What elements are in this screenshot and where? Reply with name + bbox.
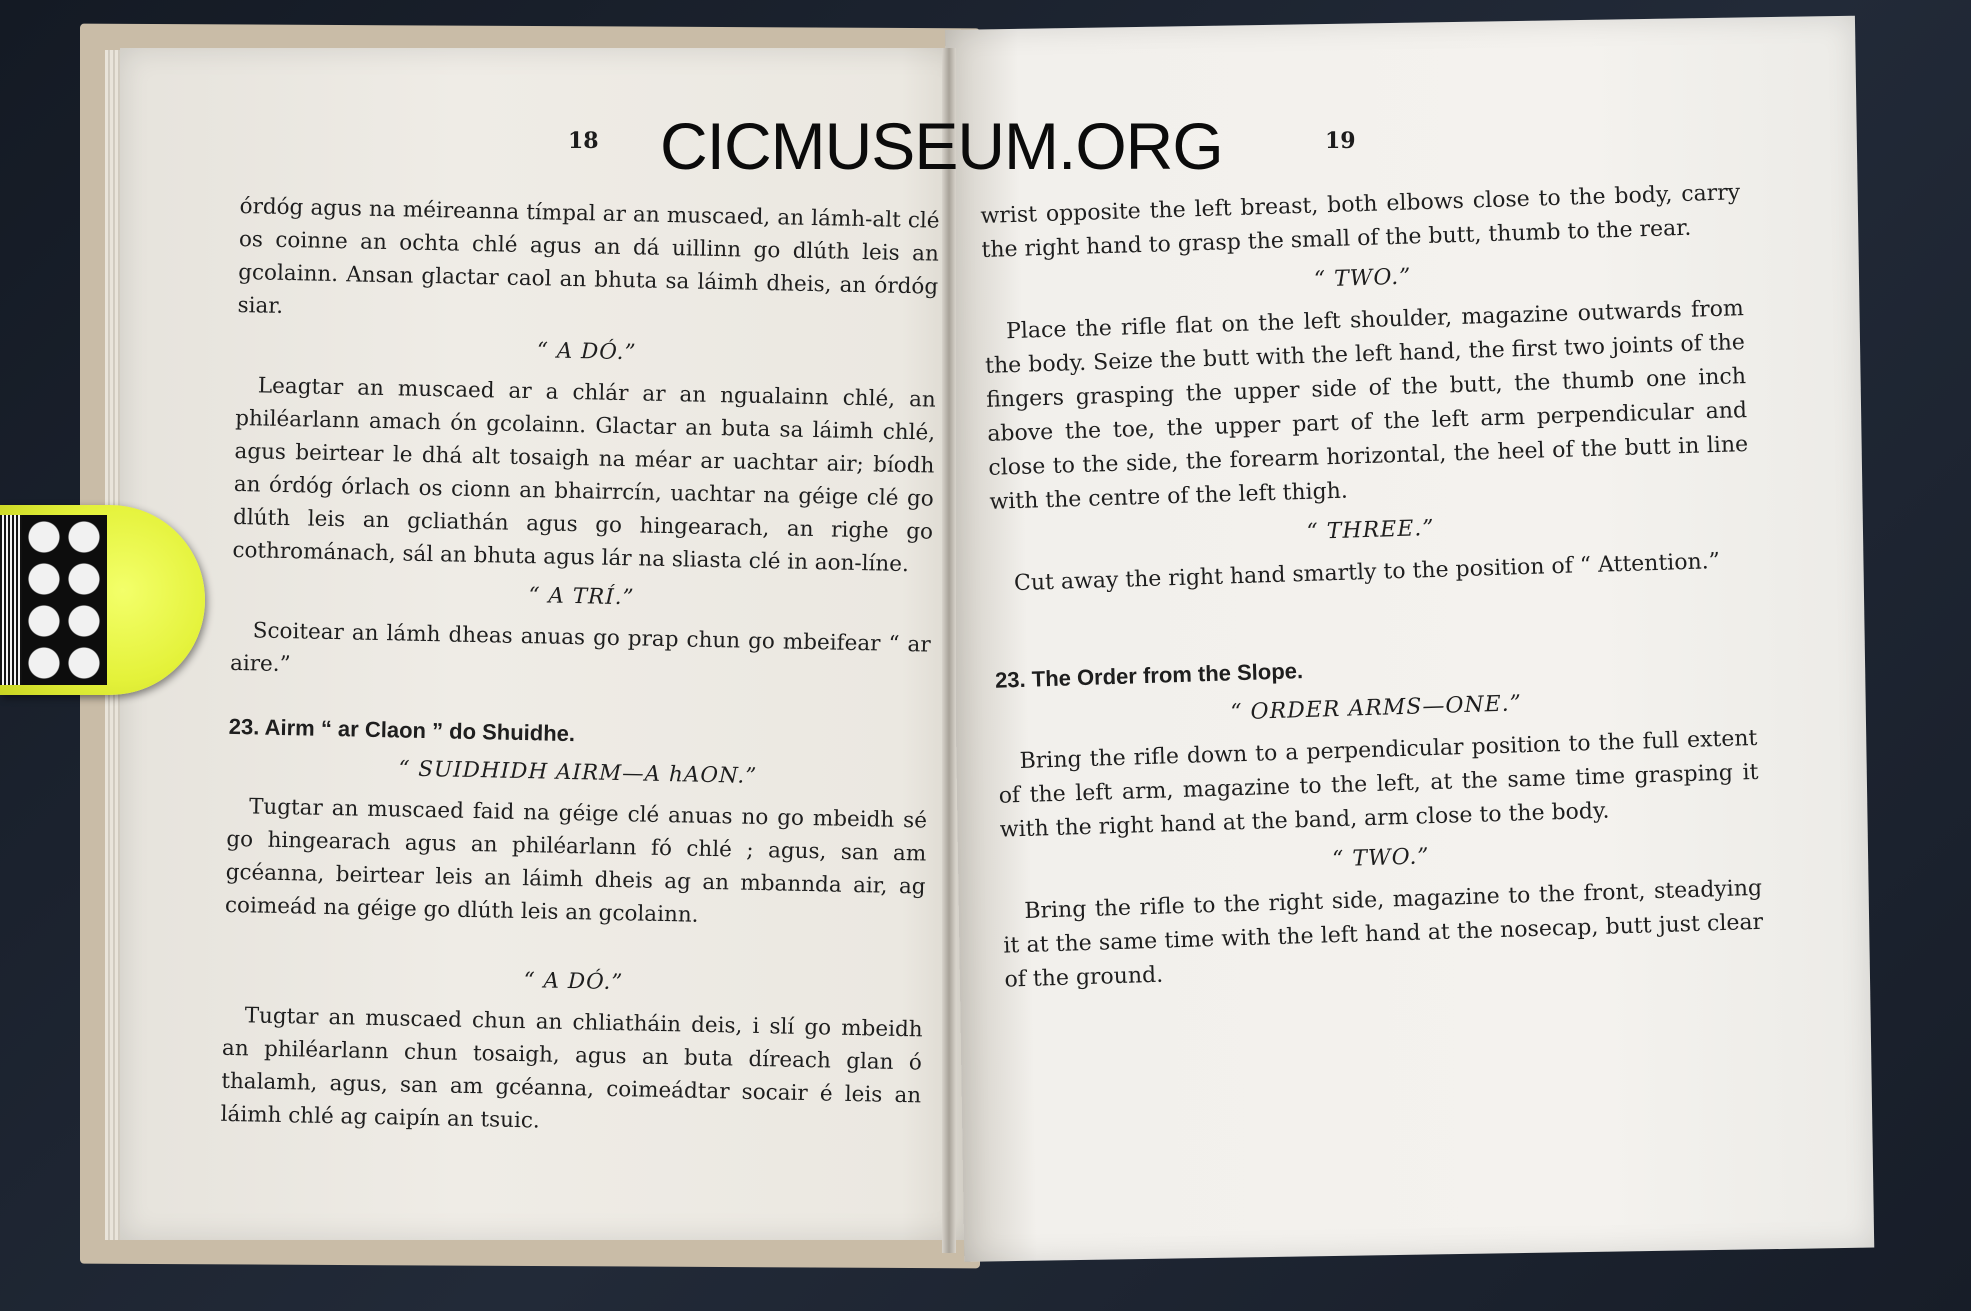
left-paragraph-5: Tugtar an muscaed chun an chliatháin deis, i slí go mbeidh an philéarlann chun tosaigh, agus an buta díreach glan ó thalamh, agus, san am gcéanna, coimeádtar socair é leis an láimh chlé ag caipín an tsuic. bbox=[220, 1003, 923, 1134]
bookmark-dot-pattern bbox=[22, 515, 107, 685]
left-command-2: “ A TRÍ.” bbox=[528, 583, 635, 611]
left-command-4: “ A DÓ.” bbox=[523, 968, 624, 996]
right-paragraph-1: wrist opposite the left breast, both elbows close to the body, carry the right hand to grasp the small of the butt, thumb to the rear. bbox=[980, 180, 1741, 263]
right-section-heading: 23. The Order from the Slope. bbox=[994, 658, 1304, 693]
right-paragraph-3: Cut away the right hand smartly to the position of “ Attention.” bbox=[1013, 548, 1721, 597]
left-paragraph-1: órdóg agus na méireanna tímpal ar an muscaed, an lámh-alt clé os coinne an ochta chlé agus an dá uillinn go dlúth leis an gcolainn. Ansan glactar caol an bhuta sa láimh dheis, an órdóg siar. bbox=[237, 193, 940, 319]
right-command-3: “ ORDER ARMS—ONE.” bbox=[1229, 691, 1523, 726]
left-paragraph-4: Tugtar an muscaed faid na géige clé anuas no go mbeidh sé go hingearach agus an philéarlann fó chlé ; agus, san am gcéanna, beirtear leis an láimh dheis ag an mbannda air, ag coimeád na géige go dlúth leis an gcolainn. bbox=[224, 794, 928, 928]
left-paragraph-2: Leagtar an muscaed ar a chlár ar an ngualainn chlé, an philéarlann amach ón gcolainn. Glactar an buta sa láimh chlé, agus beirtear le dhá alt tosaigh na méar ar uachtar air; bíodh an órdóg órlach os cionn an bhairrcín, uachtar na géige clé go dlúth leis an gcliathán agus go hingearach, an righe go cothrománach, sál an bhuta agus lár na sliasta clé in aon-líne. bbox=[232, 373, 937, 578]
left-command-3: “ SUIDHIDH AIRM—A hAON.” bbox=[398, 756, 758, 789]
right-command-2: “ THREE.” bbox=[1306, 515, 1435, 545]
right-page-text bbox=[980, 176, 1765, 997]
left-page-text bbox=[220, 190, 940, 1145]
left-command-1: “ A DÓ.” bbox=[536, 338, 637, 366]
right-paragraph-2: Place the rifle flat on the left shoulder, magazine outwards from the body. Seize the butt with the left hand, the first two joints of the fingers grasping the upper side of the butt, the thumb one inch above the toe, the upper part of the left arm perpendicular and close to the side, the forearm horizontal, the heel of the butt in line with the centre of the left thigh. bbox=[984, 296, 1749, 515]
bookmark-stripe-pattern bbox=[0, 515, 22, 685]
right-paragraph-4: Bring the rifle down to a perpendicular position to the full extent of the left arm, magazine to the left, at the same time grasping it with the right hand at the band, arm close to the body. bbox=[998, 725, 1759, 843]
left-page-number: 18 bbox=[568, 128, 599, 154]
left-paragraph-3: Scoitear an lámh dheas anuas go prap chun go mbeifear “ ar aire.” bbox=[229, 618, 931, 678]
right-paragraph-5: Bring the rifle to the right side, magazine to the front, steadying it at the same time with the left hand at the nosecap, butt just clear of the ground. bbox=[1003, 875, 1764, 993]
watermark-text: CICMUSEUM.ORG bbox=[660, 109, 1223, 183]
book-gutter bbox=[942, 48, 956, 1253]
right-command-1: “ TWO.” bbox=[1313, 264, 1412, 293]
right-page-number: 19 bbox=[1325, 128, 1356, 154]
right-command-4: “ TWO.” bbox=[1331, 844, 1430, 873]
left-section-heading: 23. Airm “ ar Claon ” do Shuidhe. bbox=[228, 713, 576, 747]
bookmark-clip bbox=[0, 505, 205, 695]
